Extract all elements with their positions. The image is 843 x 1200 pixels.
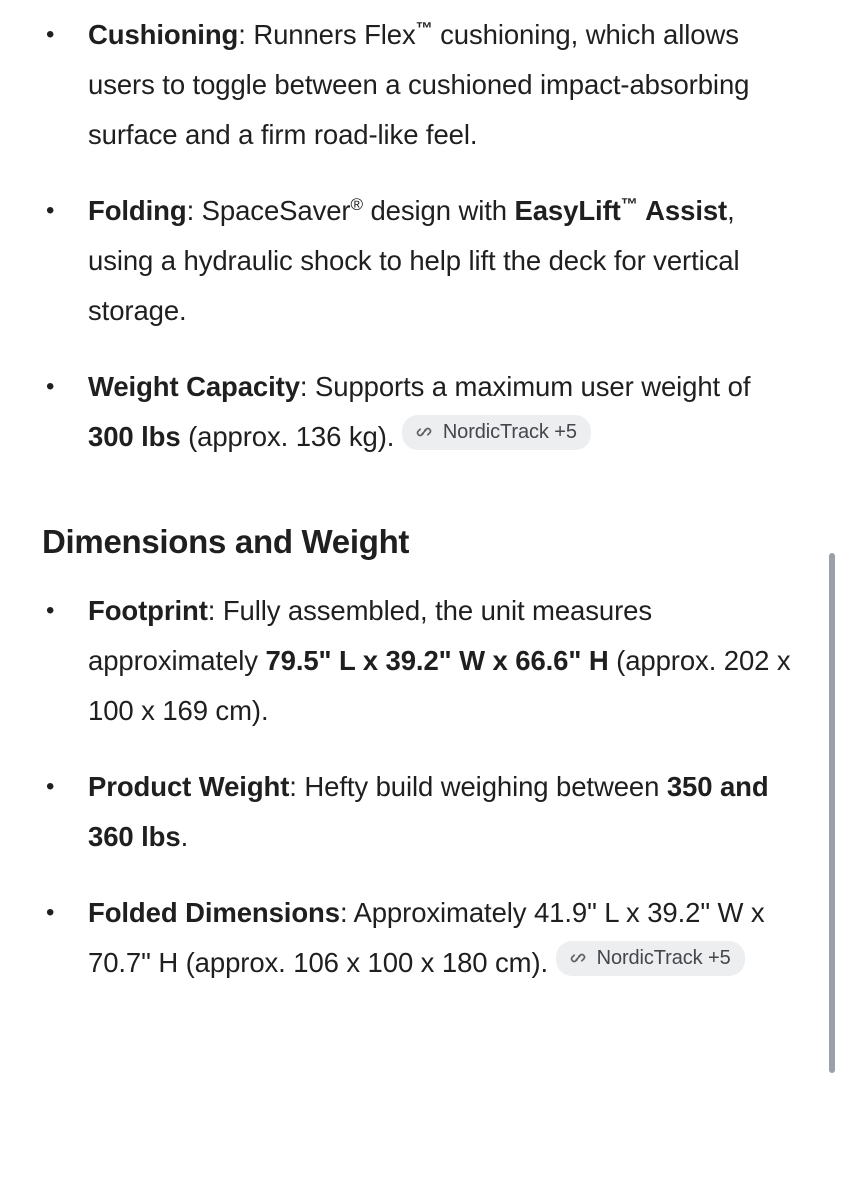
registered-symbol: ® — [350, 194, 363, 214]
citation-chip[interactable] — [556, 941, 745, 976]
bullet-term: Folding — [88, 195, 187, 226]
list-item — [40, 10, 803, 160]
bullet-text-continued: design with — [362, 195, 515, 226]
bullet-text: : Approximately 41.9" L x 39.2" W x 70.7" H (approx. 106 x 100 x 180 cm). — [88, 897, 765, 978]
bullet-text: : Hefty build weighing between — [289, 771, 667, 802]
vertical-scrollbar[interactable] — [829, 553, 835, 1073]
page-title: Dimensions and Weight — [42, 523, 410, 560]
specs-list-bottom — [40, 586, 803, 988]
bullet-text-continued: (approx. 202 x 100 x 169 cm). — [88, 645, 791, 726]
bullet-bold-value: 79.5" L x 39.2" W x 66.6" H — [265, 645, 609, 676]
citation-label: NordicTrack +5 — [442, 421, 577, 443]
list-item — [40, 362, 803, 462]
bullet-text-continued: cushioning, which allows users to toggle between a cushioned impact-absorbing surface and a firm road-like feel. — [88, 19, 750, 150]
bullet-bold-value: 350 and 360 lbs — [88, 771, 769, 852]
list-item — [40, 186, 803, 336]
citation-label: NordicTrack +5 — [596, 947, 731, 969]
bullet-term-secondary: EasyLift — [514, 195, 621, 226]
bullet-term: Footprint — [88, 595, 208, 626]
trademark-symbol: ™ — [620, 194, 638, 214]
bullet-term: Product Weight — [88, 771, 290, 802]
bullet-text: : Runners Flex — [238, 19, 416, 50]
link-citation-icon — [567, 947, 589, 969]
bullet-term: Cushioning — [88, 19, 239, 50]
bullet-term: Weight Capacity — [88, 371, 300, 402]
bullet-text: : Supports a maximum user weight of — [299, 371, 751, 402]
list-item — [40, 586, 803, 736]
bullet-term: Folded Dimensions — [88, 897, 340, 928]
bullet-text-continued: . — [180, 821, 189, 852]
bullet-bold-value: 300 lbs — [88, 421, 181, 452]
bullet-term-tertiary: Assist — [645, 195, 728, 226]
specs-list-top — [40, 10, 803, 462]
trademark-symbol: ™ — [415, 18, 433, 38]
list-item — [40, 762, 803, 862]
bullet-text: : Fully assembled, the unit measures approximately — [88, 595, 652, 676]
bullet-text-continued: (approx. 136 kg). — [180, 421, 402, 452]
link-citation-icon — [413, 421, 435, 443]
bullet-text: : SpaceSaver — [186, 195, 351, 226]
citation-chip[interactable] — [402, 415, 591, 450]
list-item — [40, 888, 803, 988]
bullet-text-end: , using a hydraulic shock to help lift the deck for vertical storage. — [88, 195, 740, 326]
